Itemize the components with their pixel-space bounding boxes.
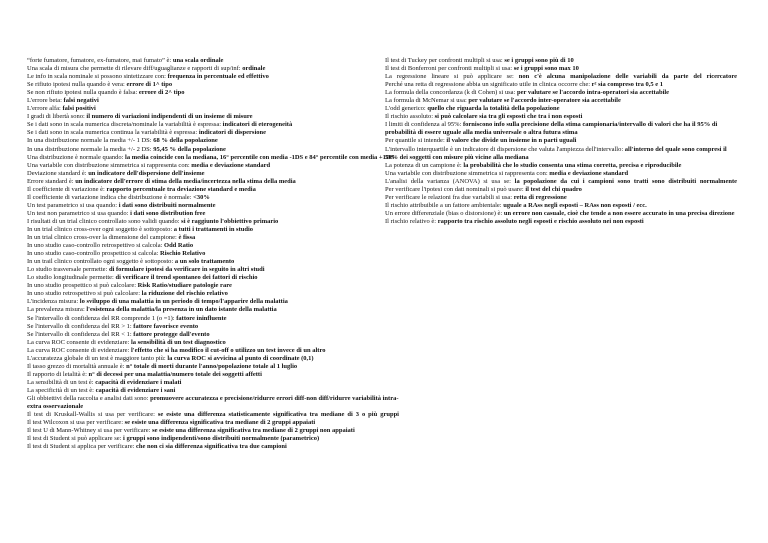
text-line: Deviazione standard è: un indicatore dell'dispersione dell'insieme: [27, 169, 205, 177]
text-line: In una distribuzione normale la media +/- 2 DS: 95,45 % della popolazione: [27, 145, 226, 153]
text-line: Per verificare le relazioni fra due variabili si usa: retta di regressione: [385, 193, 567, 201]
text-line: Il rapporto di letalità è: n° di decessi per una malattia/numero totale dei soggetti affetti: [27, 370, 262, 378]
text-line: L'incidenza misura: lo sviluppo di una malattia in un periodo di tempo/l'apparire della malattia: [27, 298, 288, 306]
right-text-column: [385, 57, 737, 226]
text-line: Perché una retta di regressione abbia un significato utile in clinica occorre che: r² sia compreso tra 0,5 e 1: [385, 81, 663, 89]
text-line: Le info in scala nominale si possono sintetizzare con: frequenza in percentuale ed effettivo: [27, 73, 269, 81]
left-text-column: [27, 57, 399, 451]
text-line: “forte fumatore, fumatore, ex-fumatore, mai fumato” è: una scala ordinale: [27, 57, 224, 64]
text-line: Il test di Student si applica per verificare: che non ci sia differenza significativa tra due campioni: [27, 443, 287, 451]
text-line: In uno studio retrospettivo si può calcolare: la riduzione del rischio relativo: [27, 290, 228, 298]
text-line: L'errore beta: falsi negativi: [27, 97, 99, 105]
text-line: Se rifiuto ipotesi nulla quando è vera: errore di 1^ tipo: [27, 81, 173, 89]
text-line: Gli obbiettivi della raccolta e analisi dati sono: promuovere accuratezza e precisione/ridurre errori diff-non diff/ridurre variabilità intra-extra osservazionale: [27, 394, 399, 411]
text-line: Il test di Student si può applicare se: i gruppi sono indipendenti/sono distribuiti normalmente (parametrico): [27, 435, 320, 443]
text-line: La specificità di un test è: capacità di evidenziare i sani: [27, 386, 176, 394]
text-line: La regressione lineare si può applicare se: non c'è alcuna manipolazione delle variabili da parte del ricercatore: [385, 73, 737, 81]
text-line: La sensibilità di un test è: capacità di evidenziare i malati: [27, 378, 182, 386]
text-line: L'analisi della varianza (ANOVA) si usa se: la popolazione da cui i campioni sono tratti sono distribuiti normalmente: [385, 177, 738, 185]
text-line: Il rischio attribuibile a un fattore ambientale: uguale a RAss negli esposti – RAss non esposti / ecc.: [385, 201, 647, 209]
text-line: La formula della concordanza (k di Cohen) si usa: per valutare se l'accordo intra-operatori sia accettabile: [385, 89, 670, 97]
text-line: In una distribuzione normale la media +/- 1 DS: 68 % della popolazione: [27, 137, 218, 145]
text-line: L'intervallo interquartile è un indicatore di dispersione che valuta l'ampiezza dell'intervallo: all'interno del quale sono compresi il 50% dei soggetti con misure più vicine alla mediana: [385, 145, 727, 161]
text-line: Il test Wilcoxon si usa per verificare: se esiste una differenza significativa tra mediane di 2 gruppi appaiati: [27, 419, 316, 427]
text-line: Una distribuzione è normale quando: la media coincide con la mediana, 16° percentile con media -1DS e 84° percentile con media +1DS: [27, 153, 395, 161]
text-line: In uno studio prospettico si può calcolare: Risk Ratio/studiare patologie rare: [27, 282, 232, 290]
text-line: I gradi di libertà sono: il numero di variazioni indipendenti di un insieme di misure: [27, 113, 253, 121]
text-line: Il rischio relativo è: rapporto tra rischio assoluto negli esposti e rischio assoluto nei non esposti: [385, 217, 644, 225]
text-line: In un trial clinico cross-over ogni soggetto è sottoposto: a tutti i trattamenti in studio: [27, 225, 254, 233]
text-line: La formula di McNemar si usa: per valutare se l'accordo inter-operatore sia accettabile: [385, 97, 621, 105]
text-line: Il test di Bonferroni per confronti multipli si usa: se i gruppi sono max 10: [385, 65, 579, 73]
text-line: Il tasso grezzo di mortalità annuale è: n° totale di morti durante l'anno/popolazione totale al 1 luglio: [27, 362, 298, 370]
text-line: Se i dati sono in scala numerica continua la variabilità è espressa: indicatori di dispersione: [27, 129, 267, 137]
text-line: In uno studio caso-controllo prospettico si calcola: Rischio Relativo: [27, 250, 206, 258]
text-line: Se l'intervallo di confidenza del RR < 1: fattore protegge dall'evento: [27, 330, 210, 338]
text-line: Il coefficiente di variazione indica che distribuzione è normale: <30%: [27, 193, 210, 201]
text-line: Per verificare l'ipotesi con dati nominali si può usare: il test del chi quadro: [385, 185, 582, 193]
text-line: La curva ROC consente di evidenziare: l'effetto che si ha modifico il cut-off o utilizzo un test invece di un altro: [27, 346, 326, 354]
text-line: La prevalenza misura: l'esistenza della malattia/la presenza in un dato istante della malattia: [27, 306, 277, 314]
text-line: Il rischio assoluto: si può calcolare sia tra gli esposti che tra i non esposti: [385, 113, 583, 121]
text-line: Una scala di misura che permette di rilevare diff/uguaglianze e rapporti di sup/inf: ordinale: [27, 65, 266, 73]
text-line: In un trail clinico controllato ogni soggetto è sottoposto: a un solo trattamento: [27, 258, 235, 266]
text-line: Un test non parametrico si usa quando: i dati sono distribution free: [27, 209, 206, 217]
text-line: Una variabile con distribuzione simmetrica si rappresenta con: media e deviazione standard: [27, 161, 271, 169]
text-line: Il test di Tuckey per confronti multipli si usa: se i gruppi sono più di 10: [385, 57, 574, 64]
text-line: L'odd generico: quello che riguarda la totalità della popolazione: [385, 105, 560, 113]
text-line: Se l'intervallo di confidenza del RR comprende 1 (o =1): fattore ininfluente: [27, 314, 227, 322]
text-line: In un trial clinico cross-over la dimensione del campione: è fissa: [27, 234, 196, 242]
text-line: Una variabile con distribuzione simmetrica si rappresenta con: media e deviazione standard: [385, 169, 629, 177]
text-line: Se non rifiuto ipotesi nulla quando è falsa: errore di 2^ tipo: [27, 89, 185, 97]
text-line: Un errore differenziale (bias o distorsione) è: un errore non casuale, cioè che tende a non essere accurato in una precisa direzione: [385, 209, 735, 217]
text-line: Se i dati sono in scala numerica discreta/nominale la variabilità è espressa: indicatori di eterogeneità: [27, 121, 293, 129]
text-line: La curva ROC consente di evidenziare: la sensibilità di un test diagnostico: [27, 338, 226, 346]
text-line: I risultati di un trial clinico controllato sono validi quando: si è raggiunto l'obbiettivo primario: [27, 217, 279, 225]
text-line: In uno studio caso-controllo retrospettivo si calcola: Odd Ratio: [27, 242, 194, 250]
text-line: Un test parametrico si usa quando: i dati sono distribuiti normalmente: [27, 201, 216, 209]
text-line: Lo studio longitudinale permette: di verificare il trend spontaneo dei fattori di rischio: [27, 274, 258, 282]
text-line: Il test di Kruskall-Wallis si usa per verificare: se esiste una differenza statisticamente significativa tra mediane di 3 o più gruppi: [27, 411, 399, 419]
text-line: Il test U di Mann-Whitney si usa per verificare: se esiste una differenza significativa tra mediane di 2 gruppi non appaiati: [27, 427, 355, 435]
text-line: I limiti di confidenza al 95%: forniscono info sulla precisione della stima campionaria/intervallo di valori che ha il 95% di probabilità di essere uguale alla media universale o altra futura stima: [385, 121, 718, 137]
text-line: La potenza di un campione è: la probabilità che lo studio consenta una stima corretta, precisa e riproducibile: [385, 161, 682, 169]
text-line: L'errore alfa: falsi positivi: [27, 105, 96, 113]
text-line: Se l'intervallo di confidenza del RR > 1: fattore favorisce evento: [27, 322, 199, 330]
text-line: L'accuratezza globale di un test è maggiore tanto più: la curva ROC si avvicina al punto di coordinate (0,1): [27, 354, 314, 362]
text-line: Il coefficiente di variazione è: rapporto percentuale tra deviazione standard e media: [27, 185, 256, 193]
text-line: Lo studio trasversale permette: di formulare ipotesi da verificare in seguito in altri studi: [27, 266, 265, 274]
text-line: Errore standard è: un indicatore dell'errore di stima della media/incertezza nella stima della media: [27, 177, 296, 185]
text-line: Per quantile si intende: il valore che divide un insieme in n parti uguali: [385, 137, 577, 145]
